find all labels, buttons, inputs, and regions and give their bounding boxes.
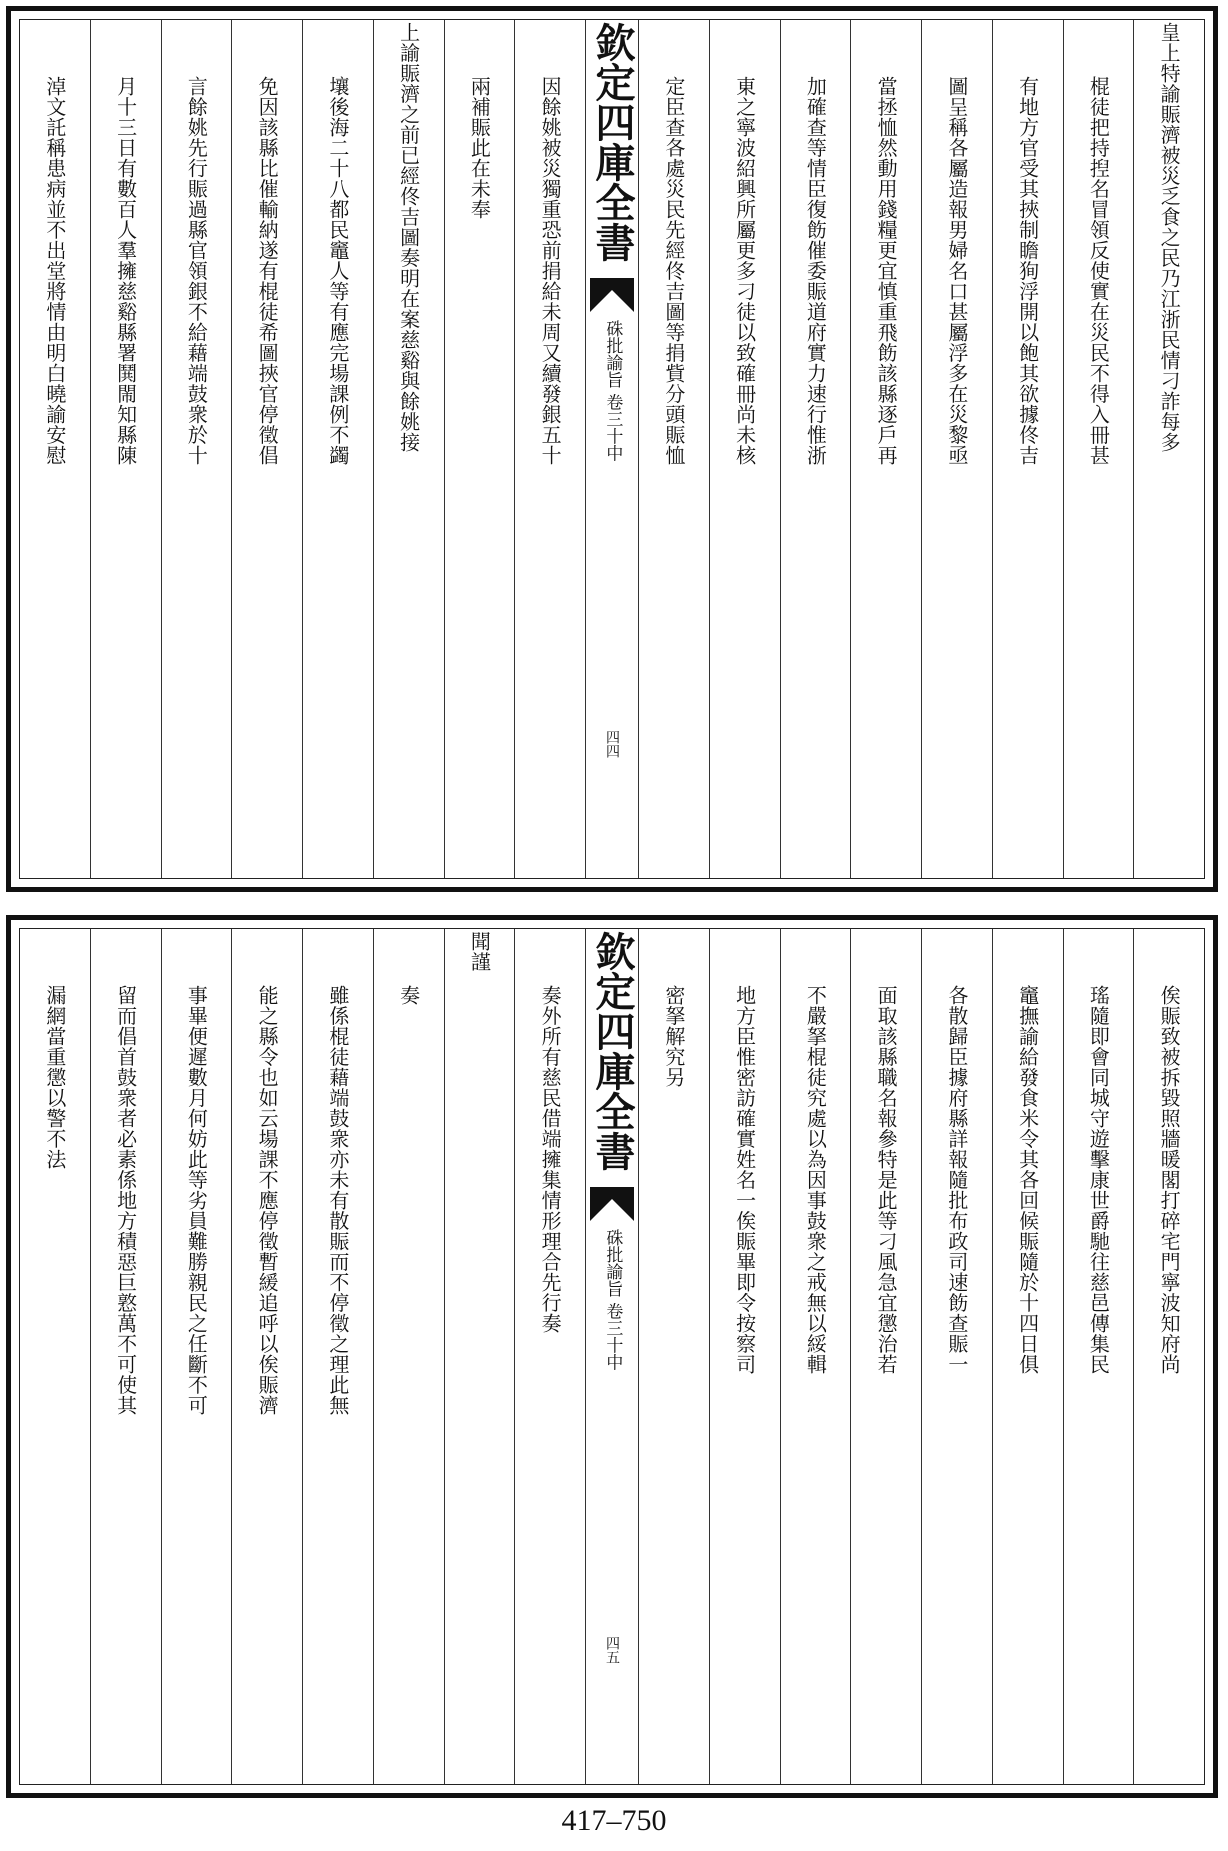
column-text: 密拏解究另 bbox=[661, 985, 686, 1088]
column-text: 棍徒把持揑名冒領反使實在災民不得入冊甚 bbox=[1086, 76, 1111, 466]
column-text: 言餘姚先行賑過縣官領銀不給藉端鼓衆於十 bbox=[184, 76, 209, 466]
top-page-frame bbox=[19, 19, 1205, 879]
column-text: 聞謹 bbox=[467, 931, 492, 972]
text-column bbox=[514, 929, 585, 1784]
text-column bbox=[90, 20, 161, 878]
center-banner-column bbox=[585, 929, 638, 1784]
column-text: 竈撫諭給發食米令其各回候賑隨於十四日俱 bbox=[1015, 985, 1040, 1375]
column-text: 留而倡首鼓衆者必素係地方積惡巨憝萬不可使其 bbox=[113, 985, 138, 1416]
text-column bbox=[1063, 929, 1134, 1784]
text-column bbox=[20, 929, 90, 1784]
text-column bbox=[992, 929, 1063, 1784]
column-text: 漏網當重懲以警不法 bbox=[42, 985, 67, 1170]
book-title: 欽定四庫全書 bbox=[589, 22, 636, 262]
column-text: 不嚴拏棍徒究處以為因事鼓衆之戒無以綏輯 bbox=[803, 985, 828, 1375]
column-text: 皇上特諭賑濟被災乏食之民乃江浙民情刁詐每多 bbox=[1157, 22, 1182, 453]
volume-label: 硃批諭旨 卷三十中 bbox=[602, 320, 623, 462]
column-text: 定臣查各處災民先經佟吉圖等捐貲分頭賑恤 bbox=[661, 76, 686, 466]
text-column bbox=[780, 20, 851, 878]
text-column bbox=[638, 929, 709, 1784]
text-column bbox=[1133, 20, 1204, 878]
column-text: 上諭賑濟之前已經佟吉圖奏明在案慈谿與餘姚接 bbox=[396, 22, 421, 453]
text-column bbox=[302, 929, 373, 1784]
column-text: 雖係棍徒藉端鼓衆亦未有散賑而不停徵之理此無 bbox=[325, 985, 350, 1416]
column-text: 事畢便遲數月何妨此等劣員難勝親民之任斷不可 bbox=[184, 985, 209, 1416]
text-column bbox=[921, 929, 992, 1784]
column-text: 瑤隨即會同城守遊擊康世爵馳往慈邑傳集民 bbox=[1086, 985, 1111, 1375]
column-text: 兩補賑此在未奉 bbox=[467, 76, 492, 220]
column-text: 東之寧波紹興所屬更多刁徒以致確冊尚未核 bbox=[732, 76, 757, 466]
text-column bbox=[709, 20, 780, 878]
text-column bbox=[444, 20, 515, 878]
text-column bbox=[373, 929, 444, 1784]
column-text: 奏 bbox=[396, 985, 421, 1006]
fish-tail-ornament-icon bbox=[590, 278, 634, 312]
column-text: 地方臣惟密訪確實姓名一俟賑畢即令按察司 bbox=[732, 985, 757, 1375]
text-column bbox=[161, 20, 232, 878]
column-text: 各散歸臣據府縣詳報隨批布政司速飭查賑一 bbox=[944, 985, 969, 1375]
text-column bbox=[514, 20, 585, 878]
text-column bbox=[444, 929, 515, 1784]
text-column bbox=[90, 929, 161, 1784]
column-text: 因餘姚被災獨重恐前捐給未周又續發銀五十 bbox=[538, 76, 563, 466]
column-text: 免因該縣比催輸納遂有棍徒希圖挾官停徵倡 bbox=[255, 76, 280, 466]
folio-number: 四五 bbox=[604, 1636, 620, 1664]
volume-label: 硃批諭旨 卷三十中 bbox=[602, 1229, 623, 1371]
column-text: 有地方官受其挾制瞻狥浮開以飽其欲據佟吉 bbox=[1015, 76, 1040, 466]
top-page bbox=[6, 6, 1218, 892]
text-column bbox=[20, 20, 90, 878]
text-column bbox=[302, 20, 373, 878]
column-text: 圖呈稱各屬造報男婦名口甚屬浮多在災黎亟 bbox=[944, 76, 969, 466]
column-text: 奏外所有慈民借端擁集情形理合先行奏 bbox=[538, 985, 563, 1334]
text-column bbox=[638, 20, 709, 878]
text-column bbox=[850, 20, 921, 878]
text-column bbox=[1063, 20, 1134, 878]
text-column bbox=[709, 929, 780, 1784]
text-column bbox=[1133, 929, 1204, 1784]
page-footer-number: 417–750 bbox=[561, 1804, 667, 1837]
column-text: 月十三日有數百人羣擁慈谿縣署鬨閙知縣陳 bbox=[113, 76, 138, 466]
column-text: 當拯恤然動用錢糧更宜慎重飛飭該縣逐戶再 bbox=[874, 76, 899, 466]
column-text: 能之縣令也如云場課不應停徵暫緩追呼以俟賑濟 bbox=[255, 985, 280, 1416]
bottom-page-frame bbox=[19, 928, 1205, 1785]
text-column bbox=[850, 929, 921, 1784]
text-column bbox=[231, 929, 302, 1784]
column-text: 淖文託稱患病並不出堂將情由明白曉諭安慰 bbox=[42, 76, 67, 466]
text-column bbox=[921, 20, 992, 878]
text-column bbox=[231, 20, 302, 878]
column-text: 俟賑致被拆毀照牆暖閣打碎宅門寧波知府尚 bbox=[1157, 985, 1182, 1375]
fish-tail-ornament-icon bbox=[590, 1187, 634, 1221]
text-column bbox=[780, 929, 851, 1784]
folio-number: 四四 bbox=[604, 730, 620, 758]
bottom-page bbox=[6, 915, 1218, 1798]
center-banner-column bbox=[585, 20, 638, 878]
text-column bbox=[992, 20, 1063, 878]
column-text: 面取該縣職名報參特是此等刁風急宜懲治若 bbox=[874, 985, 899, 1375]
book-title: 欽定四庫全書 bbox=[589, 931, 636, 1171]
text-column bbox=[161, 929, 232, 1784]
column-text: 加確查等情臣復飭催委賑道府實力速行惟浙 bbox=[803, 76, 828, 466]
text-column bbox=[373, 20, 444, 878]
column-text: 壤後海二十八都民竈人等有應完場課例不蠲 bbox=[325, 76, 350, 466]
